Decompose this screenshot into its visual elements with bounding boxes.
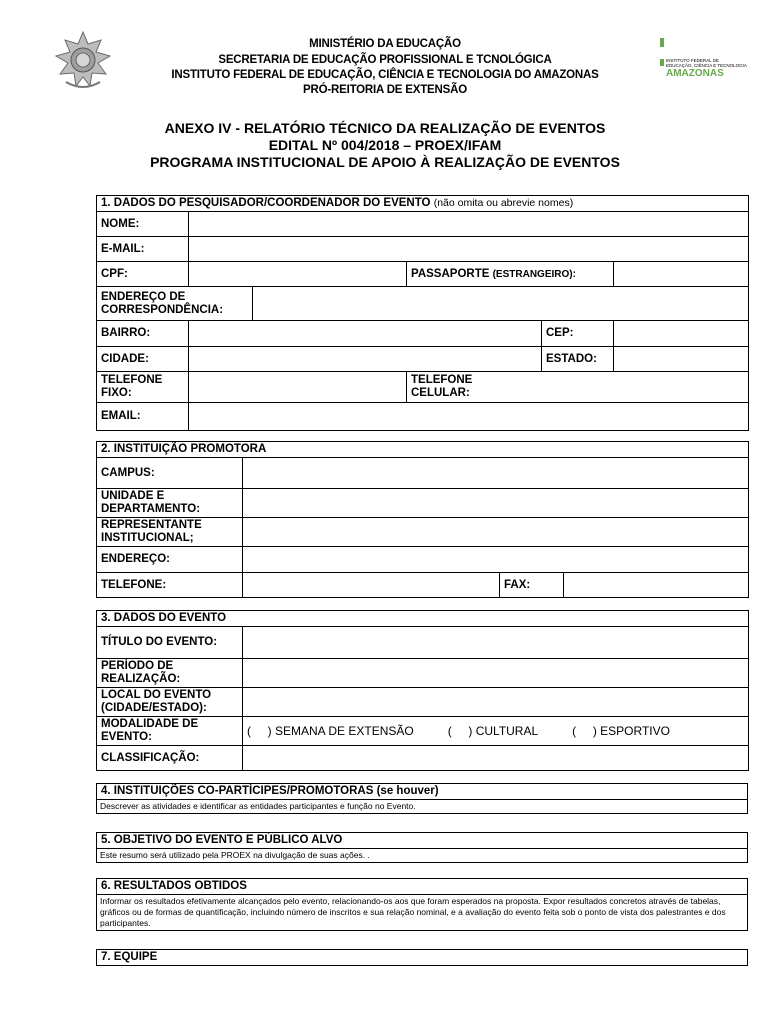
section5-heading: 5. OBJETIVO DO EVENTO E PÚBLICO ALVO: [97, 833, 748, 849]
unidade-field[interactable]: [243, 489, 749, 518]
logo-text-line2: EDUCAÇÃO, CIÊNCIA E TECNOLOGIA: [666, 63, 747, 68]
header-instituto: INSTITUTO FEDERAL DE EDUCAÇÃO, CIÊNCIA E TECNOLOGIA DO AMAZONAS: [171, 69, 599, 81]
section5-table: [96, 832, 748, 863]
estado-field[interactable]: [614, 347, 749, 372]
titulo-evento-field[interactable]: [243, 627, 749, 659]
ifam-logo: [660, 38, 755, 83]
logo-bar-icon: [660, 59, 664, 66]
title-programa: PROGRAMA INSTITUCIONAL DE APOIO À REALIZAÇÃO DE EVENTOS: [150, 154, 620, 170]
telefone-fixo-field[interactable]: [189, 372, 407, 403]
cidade-field[interactable]: [189, 347, 542, 372]
header-pro-reitoria: PRÓ-REITORIA DE EXTENSÃO: [303, 84, 467, 96]
telefone-label: TELEFONE:: [97, 573, 243, 598]
telefone-celular-label: TELEFONE CELULAR:: [407, 372, 749, 403]
section3-heading: 3. DADOS DO EVENTO: [97, 611, 749, 627]
email2-field[interactable]: [189, 403, 749, 431]
bairro-label: BAIRRO:: [97, 321, 189, 347]
local-field[interactable]: [243, 688, 749, 717]
modalidade-options: [243, 717, 749, 746]
section5-description[interactable]: Este resumo será utilizado pela PROEX na divulgação de suas ações. .: [97, 849, 748, 863]
header-ministerio: MINISTÉRIO DA EDUCAÇÃO: [309, 38, 461, 50]
bairro-field[interactable]: [189, 321, 542, 347]
telefone-field[interactable]: [243, 573, 500, 598]
nome-label: NOME:: [97, 212, 189, 237]
header-secretaria: SECRETARIA DE EDUCAÇÃO PROFISSIONAL E TCNOLÓGICA: [218, 54, 552, 66]
passaporte-label: PASSAPORTE (ESTRANGEIRO):: [407, 262, 614, 287]
section6-description[interactable]: Informar os resultados efetivamente alcançados pelo evento, relacionando-os aos que foram esperados na proposta. Expor resultados concretos através de tabelas, gráficos ou de formas de quantificação, incluindo número de inscritos e sua relação nominal, e a avaliação do evento feita sob o ponto de vista dos palestrantes e dos participantes.: [97, 895, 748, 931]
cep-label: CEP:: [542, 321, 614, 347]
title-anexo: ANEXO IV - RELATÓRIO TÉCNICO DA REALIZAÇÃO DE EVENTOS: [164, 120, 606, 136]
periodo-label: PERÍODO DE REALIZAÇÃO:: [97, 659, 243, 688]
section4-description[interactable]: Descrever as atividades e identificar as entidades participantes e função no Evento.: [97, 800, 748, 814]
estado-label: ESTADO:: [542, 347, 614, 372]
title-edital: EDITAL Nº 004/2018 – PROEX/IFAM: [268, 137, 502, 153]
periodo-field[interactable]: [243, 659, 749, 688]
modalidade-label: MODALIDADE DE EVENTO:: [97, 717, 243, 746]
section6-table: [96, 878, 748, 931]
section4-table: [96, 783, 748, 814]
campus-label: CAMPUS:: [97, 458, 243, 489]
section3-table: [96, 610, 749, 771]
option-semana-extensao[interactable]: ( ) SEMANA DE EXTENSÃO: [247, 723, 414, 738]
passaporte-field[interactable]: [614, 262, 749, 287]
section6-heading: 6. RESULTADOS OBTIDOS: [97, 879, 748, 895]
titulo-evento-label: TÍTULO DO EVENTO:: [97, 627, 243, 659]
option-esportivo[interactable]: ( ) ESPORTIVO: [572, 723, 670, 738]
email-label: E-MAIL:: [97, 237, 189, 262]
endereco-label: ENDEREÇO:: [97, 547, 243, 573]
fax-field[interactable]: [564, 573, 749, 598]
logo-square-icon: [660, 38, 664, 47]
email2-label: EMAIL:: [97, 403, 189, 431]
endereco-field[interactable]: [243, 547, 749, 573]
nome-field[interactable]: [189, 212, 749, 237]
cep-field[interactable]: [614, 321, 749, 347]
endereco-correspondencia-field[interactable]: [253, 287, 749, 321]
section7-table: [96, 949, 748, 966]
fax-label: FAX:: [500, 573, 564, 598]
logo-text-line1: INSTITUTO FEDERAL DE: [666, 58, 720, 63]
section1-table: [96, 195, 749, 431]
email-field[interactable]: [189, 237, 749, 262]
logo-name: AMAZONAS: [666, 68, 724, 79]
representante-field[interactable]: [243, 518, 749, 547]
section2-table: [96, 441, 749, 598]
classificacao-field[interactable]: [243, 746, 749, 771]
section4-heading: 4. INSTITUIÇÕES CO-PARTÍCIPES/PROMOTORAS (se houver): [97, 784, 748, 800]
cpf-label: CPF:: [97, 262, 189, 287]
telefone-fixo-label: TELEFONE FIXO:: [97, 372, 189, 403]
classificacao-label: CLASSIFICAÇÃO:: [97, 746, 243, 771]
endereco-correspondencia-label: ENDEREÇO DE CORRESPONDÊNCIA:: [97, 287, 253, 321]
cpf-field[interactable]: [189, 262, 407, 287]
section7-heading: 7. EQUIPE: [97, 950, 748, 966]
option-cultural[interactable]: ( ) CULTURAL: [447, 723, 539, 738]
local-label: LOCAL DO EVENTO (CIDADE/ESTADO):: [97, 688, 243, 717]
representante-label: REPRESENTANTE INSTITUCIONAL;: [97, 518, 243, 547]
cidade-label: CIDADE:: [97, 347, 189, 372]
campus-field[interactable]: [243, 458, 749, 489]
unidade-label: UNIDADE E DEPARTAMENTO:: [97, 489, 243, 518]
section2-heading: 2. INSTITUIÇÃO PROMOTORA: [97, 442, 749, 458]
section1-heading: 1. DADOS DO PESQUISADOR/COORDENADOR DO EVENTO (não omita ou abrevie nomes): [97, 196, 749, 212]
